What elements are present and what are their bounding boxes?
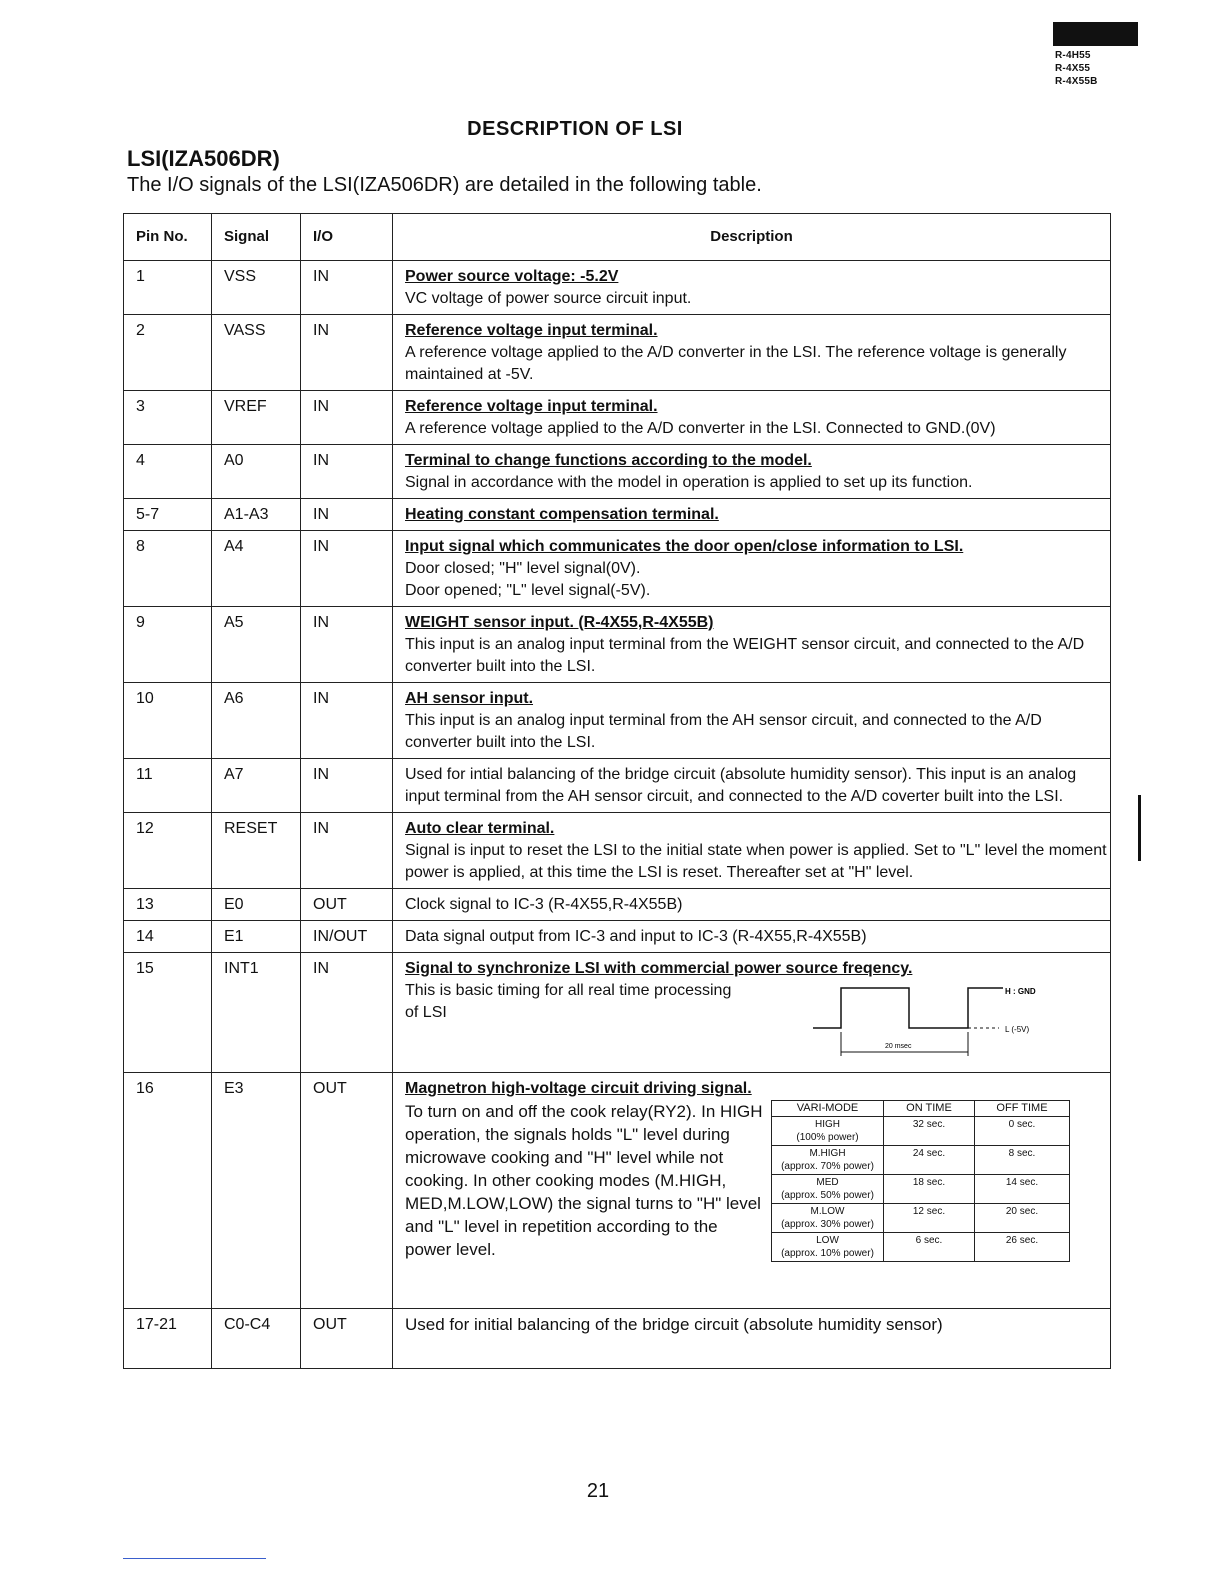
table-row <box>124 315 1111 391</box>
table-row <box>124 391 1111 445</box>
description-text: Clock signal to IC-3 (R-4X55,R-4X55B) <box>405 896 683 913</box>
pin-cell: 2 <box>124 315 212 391</box>
table-row <box>124 813 1111 889</box>
io-cell: OUT <box>301 1309 393 1369</box>
vari-on-time: 12 sec. <box>884 1204 975 1233</box>
pin-cell: 12 <box>124 813 212 889</box>
table-row <box>124 445 1111 499</box>
description-title: Magnetron high-voltage circuit driving signal. <box>405 1080 752 1097</box>
vari-mode-power: (approx. 10% power) <box>781 1248 874 1259</box>
signal-cell: E3 <box>212 1073 301 1309</box>
model-2: R-4X55 <box>1055 63 1091 74</box>
description-text: This input is an analog input terminal from the AH sensor circuit, and connected to the A/D converter built into the LSI. <box>405 712 1042 751</box>
io-cell: IN <box>301 445 393 499</box>
io-cell: OUT <box>301 1073 393 1309</box>
vari-mode-name: LOW <box>816 1235 839 1246</box>
model-list <box>1055 49 1098 88</box>
vari-mode-name: HIGH <box>815 1119 840 1130</box>
vari-off-time: 20 sec. <box>975 1204 1070 1233</box>
description-text: A reference voltage applied to the A/D converter in the LSI. Connected to GND.(0V) <box>405 420 996 437</box>
io-cell: IN <box>301 499 393 531</box>
description-cell <box>393 759 1111 813</box>
vari-header-row <box>772 1101 1070 1117</box>
waveform-h-label: H : GND <box>1005 987 1036 996</box>
io-table-container <box>123 213 1110 1369</box>
description-title: Terminal to change functions according to the model. <box>405 452 812 469</box>
table-row-pin16 <box>124 1073 1111 1309</box>
waveform-l-label: L (-5V) <box>1005 1025 1030 1034</box>
table-row <box>124 261 1111 315</box>
vari-mode-power: (approx. 70% power) <box>781 1161 874 1172</box>
description-cell <box>393 607 1111 683</box>
description-text: Data signal output from IC-3 and input to IC-3 (R-4X55,R-4X55B) <box>405 928 867 945</box>
description-title: Auto clear terminal. <box>405 820 555 837</box>
table-row <box>124 683 1111 759</box>
vari-mode-cell <box>772 1117 884 1146</box>
vari-mode-cell <box>772 1233 884 1262</box>
corner-marker <box>1053 22 1138 46</box>
signal-cell: VASS <box>212 315 301 391</box>
description-text: Used for intial balancing of the bridge circuit (absolute humidity sensor). This input is an analog input terminal from the AH sensor circuit, and connected to the A/D coverter built into the LSI. <box>405 766 1077 805</box>
table-row <box>124 759 1111 813</box>
description-title: Reference voltage input terminal. <box>405 398 658 415</box>
vari-mode-cell <box>772 1146 884 1175</box>
description-title: Power source voltage: -5.2V <box>405 268 619 285</box>
pin-cell: 9 <box>124 607 212 683</box>
vari-on-time: 6 sec. <box>884 1233 975 1262</box>
vari-off-time: 0 sec. <box>975 1117 1070 1146</box>
header-io: I/O <box>301 214 393 261</box>
description-title: Reference voltage input terminal. <box>405 322 658 339</box>
description-title: AH sensor input. <box>405 690 534 707</box>
model-1: R-4H55 <box>1055 50 1091 61</box>
signal-cell: A4 <box>212 531 301 607</box>
vari-mode-name: M.HIGH <box>809 1148 846 1159</box>
io-cell: OUT <box>301 889 393 921</box>
vari-off-time: 8 sec. <box>975 1146 1070 1175</box>
pin-cell: 5-7 <box>124 499 212 531</box>
signal-cell: A5 <box>212 607 301 683</box>
description-text: To turn on and off the cook relay(RY2). In HIGH operation, the signals holds "L" level during microwave cooking and "H" level while not cooking. In other cooking modes (M.HIGH, MED,M.LOW,LOW) the signal turns to "H" level and "L" level in repetition according to the power level. <box>405 1102 763 1259</box>
signal-cell: A6 <box>212 683 301 759</box>
vari-mode-table <box>771 1100 1070 1262</box>
signal-cell: E0 <box>212 889 301 921</box>
pin-cell: 4 <box>124 445 212 499</box>
model-3: R-4X55B <box>1055 76 1098 87</box>
vari-off-time: 26 sec. <box>975 1233 1070 1262</box>
table-row <box>124 889 1111 921</box>
pin-cell: 11 <box>124 759 212 813</box>
io-cell: IN <box>301 607 393 683</box>
header-pin: Pin No. <box>124 214 212 261</box>
io-signal-table <box>123 213 1111 1369</box>
pin-cell: 1 <box>124 261 212 315</box>
vari-mode-row <box>772 1175 1070 1204</box>
footer-rule <box>123 1558 266 1559</box>
vari-header-on: ON TIME <box>884 1101 975 1117</box>
pin-cell: 8 <box>124 531 212 607</box>
description-cell <box>393 683 1111 759</box>
pin-cell: 13 <box>124 889 212 921</box>
table-row-pin15 <box>124 953 1111 1073</box>
io-cell: IN <box>301 683 393 759</box>
vari-mode-power: (approx. 50% power) <box>781 1190 874 1201</box>
vari-header-mode: VARI-MODE <box>772 1101 884 1117</box>
description-cell <box>393 953 1111 1073</box>
signal-cell: A0 <box>212 445 301 499</box>
vari-mode-name: M.LOW <box>810 1206 845 1217</box>
timing-waveform <box>813 982 1103 1068</box>
vari-on-time: 24 sec. <box>884 1146 975 1175</box>
description-cell <box>393 445 1111 499</box>
signal-cell: RESET <box>212 813 301 889</box>
io-cell: IN/OUT <box>301 921 393 953</box>
table-row <box>124 921 1111 953</box>
vari-mode-body <box>772 1117 1070 1262</box>
io-cell: IN <box>301 391 393 445</box>
description-title: WEIGHT sensor input. (R-4X55,R-4X55B) <box>405 614 714 631</box>
io-cell: IN <box>301 813 393 889</box>
signal-cell: INT1 <box>212 953 301 1073</box>
signal-cell: VSS <box>212 261 301 315</box>
section-title: LSI(IZA506DR) <box>127 146 280 171</box>
vari-on-time: 18 sec. <box>884 1175 975 1204</box>
margin-mark <box>1138 795 1141 861</box>
vari-mode-row <box>772 1204 1070 1233</box>
description-cell <box>393 1073 1111 1309</box>
vari-mode-row <box>772 1117 1070 1146</box>
signal-cell: A7 <box>212 759 301 813</box>
description-cell <box>393 261 1111 315</box>
description-text: Door closed; "H" level signal(0V). <box>405 560 641 577</box>
pin-cell: 10 <box>124 683 212 759</box>
table-row-pin17-21 <box>124 1309 1111 1369</box>
description-cell <box>393 391 1111 445</box>
pin-cell: 15 <box>124 953 212 1073</box>
description-cell <box>393 889 1111 921</box>
io-cell: IN <box>301 531 393 607</box>
description-cell <box>393 499 1111 531</box>
pin-cell: 16 <box>124 1073 212 1309</box>
table-row <box>124 499 1111 531</box>
vari-on-time: 32 sec. <box>884 1117 975 1146</box>
pin-cell: 14 <box>124 921 212 953</box>
description-title: Heating constant compensation terminal. <box>405 506 719 523</box>
io-cell: IN <box>301 261 393 315</box>
description-title: Signal to synchronize LSI with commercial power source freqency. <box>405 960 913 977</box>
vari-mode-cell <box>772 1204 884 1233</box>
period-label: 20 msec <box>885 1043 912 1050</box>
description-text: This is basic timing for all real time processing of LSI <box>405 982 732 1021</box>
vari-mode-cell <box>772 1175 884 1204</box>
io-cell: IN <box>301 759 393 813</box>
intro-text: The I/O signals of the LSI(IZA506DR) are detailed in the following table. <box>127 174 762 196</box>
signal-cell: E1 <box>212 921 301 953</box>
description-cell <box>393 921 1111 953</box>
description-cell <box>393 531 1111 607</box>
description-text: Door opened; "L" level signal(-5V). <box>405 582 651 599</box>
description-text: Used for initial balancing of the bridge circuit (absolute humidity sensor) <box>393 1309 1111 1369</box>
header-signal: Signal <box>212 214 301 261</box>
vari-mode-power: (approx. 30% power) <box>781 1219 874 1230</box>
vari-mode-name: MED <box>816 1177 839 1188</box>
description-text: Signal is input to reset the LSI to the initial state when power is applied. Set to "L" level the moment power is applied, at this time the LSI is reset. Thereafter set at "H" level. <box>405 842 1107 881</box>
signal-cell: C0-C4 <box>212 1309 301 1369</box>
signal-cell: A1-A3 <box>212 499 301 531</box>
description-title: Input signal which communicates the door open/close information to LSI. <box>405 538 964 555</box>
table-row <box>124 607 1111 683</box>
io-cell: IN <box>301 315 393 391</box>
table-row <box>124 531 1111 607</box>
header-description: Description <box>393 214 1111 261</box>
io-cell: IN <box>301 953 393 1073</box>
vari-mode-row <box>772 1146 1070 1175</box>
table-header-row <box>124 214 1111 261</box>
waveform-line <box>813 988 1003 1028</box>
signal-cell: VREF <box>212 391 301 445</box>
vari-off-time: 14 sec. <box>975 1175 1070 1204</box>
description-text: Signal in accordance with the model in operation is applied to set up its function. <box>405 474 973 491</box>
page-title: DESCRIPTION OF LSI <box>467 118 683 140</box>
description-cell <box>393 315 1111 391</box>
description-cell <box>393 813 1111 889</box>
vari-mode-row <box>772 1233 1070 1262</box>
description-text: A reference voltage applied to the A/D converter in the LSI. The reference voltage is generally maintained at -5V. <box>405 344 1067 383</box>
vari-header-off: OFF TIME <box>975 1101 1070 1117</box>
description-text: VC voltage of power source circuit input. <box>405 290 692 307</box>
vari-mode-power: (100% power) <box>796 1132 859 1143</box>
pin-cell: 3 <box>124 391 212 445</box>
table-body <box>124 261 1111 953</box>
page-number: 21 <box>586 1480 610 1502</box>
pin-cell: 17-21 <box>124 1309 212 1369</box>
description-text: This input is an analog input terminal from the WEIGHT sensor circuit, and connected to the A/D converter built into the LSI. <box>405 636 1085 675</box>
